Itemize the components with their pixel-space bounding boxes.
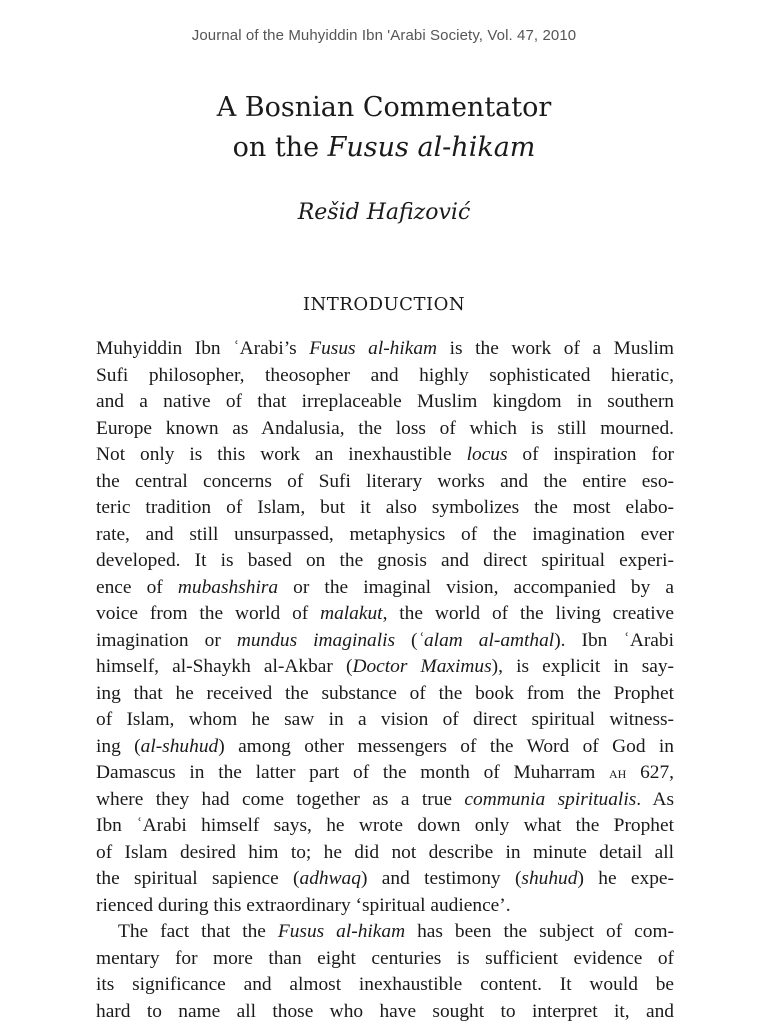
body-line bbox=[96, 866, 674, 893]
body-text-segment: Muhyiddin Ibn ʿArabi’s bbox=[96, 338, 310, 359]
section-heading: INTRODUCTION bbox=[302, 294, 466, 315]
body-line bbox=[96, 681, 674, 708]
body-italic-term: mubashshira bbox=[177, 576, 279, 598]
body-line bbox=[96, 363, 674, 390]
body-text-segment: ing that he received the substance of the book from the Prophet bbox=[96, 682, 674, 704]
body-italic-term: locus bbox=[466, 444, 508, 465]
body-italic-term: communia spiritualis bbox=[464, 788, 637, 810]
title-line-2-prefix: on the bbox=[232, 132, 328, 163]
title-line-2-italic: Fusus al-hikam bbox=[327, 132, 536, 163]
body-text-segment: of Islam, whom he saw in a vision of direct spiritual witness- bbox=[96, 709, 674, 730]
title-line-1: A Bosnian Commentator bbox=[216, 92, 552, 123]
body-text-segment: imagination or bbox=[96, 629, 237, 651]
body-italic-term: Fusus al-hikam bbox=[309, 338, 438, 359]
body-text-segment: the central concerns of Sufi literary works and the entire eso- bbox=[96, 470, 674, 492]
body-line bbox=[96, 336, 674, 363]
body-smallcaps-term: ah bbox=[609, 763, 627, 782]
body-text-segment: hard to name all those who have sought to interpret it, and bbox=[96, 1000, 674, 1022]
title-line-2 bbox=[0, 128, 768, 168]
body-italic-term: ʿalam al-amthal bbox=[417, 629, 555, 651]
body-italic-term: al-shuhud bbox=[140, 735, 219, 757]
body-text-segment: , the world of the living creative bbox=[382, 603, 674, 624]
body-line bbox=[96, 575, 674, 602]
body-line bbox=[96, 813, 674, 840]
body-text-segment: its significance and almost inexhaustible content. It would be bbox=[96, 974, 674, 995]
body-italic-term: Doctor Maximus bbox=[352, 656, 492, 677]
body-text-segment: The fact that the bbox=[118, 921, 278, 942]
body-italic-term: shuhud bbox=[521, 868, 578, 889]
article-title bbox=[0, 88, 768, 168]
body-line bbox=[96, 469, 674, 496]
body-text-segment: himself, al-Shaykh al-Akbar ( bbox=[96, 656, 353, 677]
body-line bbox=[96, 522, 674, 549]
body-text-segment: ence of bbox=[96, 576, 178, 598]
body-text-segment: ), is explicit in say- bbox=[491, 656, 674, 677]
body-text-segment: where they had come together as a true bbox=[96, 788, 465, 810]
body-line bbox=[96, 840, 674, 867]
body-text-segment: of inspiration for bbox=[507, 444, 674, 465]
body-line bbox=[96, 919, 674, 946]
body-text-segment: mentary for more than eight centuries is sufficient evidence of bbox=[96, 947, 674, 969]
body-text-segment: rienced during this extraordinary ‘spiritual audience’. bbox=[96, 894, 511, 916]
body-text-segment: ing ( bbox=[96, 735, 141, 757]
body-text-segment: Ibn ʿArabi himself says, he wrote down only what the Prophet bbox=[96, 815, 674, 836]
body-text-segment: voice from the world of bbox=[96, 603, 321, 624]
body-text-segment: the spiritual sapience ( bbox=[96, 868, 300, 889]
body-line bbox=[96, 707, 674, 734]
body-text-segment: developed. It is based on the gnosis and direct spiritual experi- bbox=[96, 550, 674, 571]
body-text-segment: and a native of that irreplaceable Muslim kingdom in southern bbox=[96, 391, 674, 412]
body-line bbox=[96, 628, 674, 655]
author-name: Rešid Hafizović bbox=[297, 200, 471, 225]
body-italic-term: adhwaq bbox=[299, 868, 361, 889]
body-text-segment: has been the subject of com- bbox=[405, 921, 674, 942]
body-line bbox=[96, 760, 674, 787]
body-line bbox=[96, 893, 674, 920]
body-text-segment: ). Ibn ʿArabi bbox=[554, 629, 674, 651]
body-text-segment: ) he expe- bbox=[577, 868, 674, 889]
body-line bbox=[96, 548, 674, 575]
body-line bbox=[96, 654, 674, 681]
body-text-segment: Not only is this work an inexhaustible bbox=[96, 444, 467, 465]
body-line bbox=[96, 601, 674, 628]
body-text-segment: Sufi philosopher, theosopher and highly sophisticated hieratic, bbox=[96, 364, 674, 386]
body-line bbox=[96, 389, 674, 416]
body-line bbox=[96, 946, 674, 973]
body-text-segment: Europe known as Andalusia, the loss of which is still mourned. bbox=[96, 417, 674, 439]
body-text-segment: 627, bbox=[626, 762, 675, 783]
body-line bbox=[96, 999, 674, 1024]
body-italic-term: Fusus al-hikam bbox=[277, 921, 406, 942]
body-text-segment: Damascus in the latter part of the month of Muharram bbox=[96, 762, 610, 783]
body-text bbox=[96, 336, 674, 1024]
body-text-segment: rate, and still unsurpassed, metaphysics of the imagination ever bbox=[96, 523, 674, 545]
body-italic-term: mundus imaginalis bbox=[236, 629, 396, 651]
body-line bbox=[96, 734, 674, 761]
body-text-segment: is the work of a Muslim bbox=[437, 338, 674, 359]
body-italic-term: malakut bbox=[320, 603, 383, 624]
body-text-segment: or the imaginal vision, accompanied by a bbox=[278, 576, 674, 598]
body-line bbox=[96, 787, 674, 814]
body-text-segment: ( bbox=[395, 629, 418, 651]
body-line bbox=[96, 442, 674, 469]
body-text-segment: ) and testimony ( bbox=[360, 868, 522, 889]
body-line bbox=[96, 972, 674, 999]
body-line bbox=[96, 416, 674, 443]
body-text-segment: teric tradition of Islam, but it also symbolizes the most elabo- bbox=[96, 497, 674, 518]
journal-header: Journal of the Muhyiddin Ibn 'Arabi Society, Vol. 47, 2010 bbox=[191, 27, 577, 44]
body-text-segment: . As bbox=[636, 788, 674, 810]
body-line bbox=[96, 495, 674, 522]
body-text-segment: ) among other messengers of the Word of God in bbox=[218, 735, 674, 757]
body-text-segment: of Islam desired him to; he did not describe in minute detail all bbox=[96, 841, 674, 863]
